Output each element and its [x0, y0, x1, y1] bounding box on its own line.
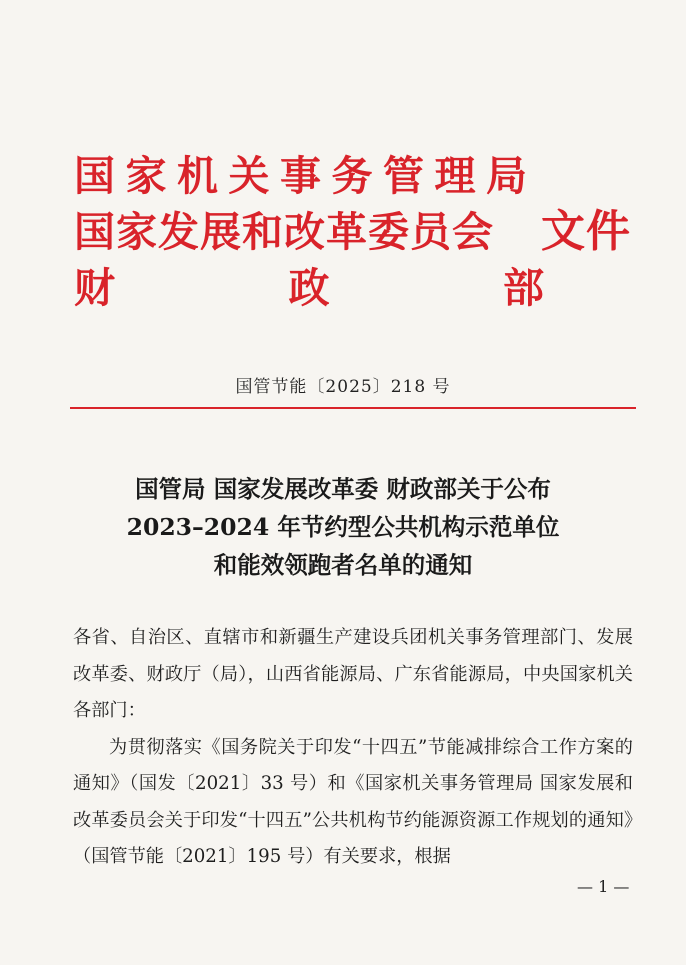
title-line: 2023–2024 年节约型公共机构示范单位 — [126, 513, 560, 541]
page-number: — 1 — — [577, 877, 630, 896]
document-number: 国管节能〔2025〕218 号 — [235, 377, 451, 397]
document-title — [0, 470, 686, 584]
issuer-row — [74, 262, 634, 318]
issuer-row — [74, 206, 634, 262]
document-body — [73, 620, 633, 876]
issuer-char: 部 — [503, 264, 544, 312]
issuer-name — [74, 262, 544, 314]
issuer-header — [74, 150, 634, 318]
issuer-char: 政 — [288, 264, 330, 312]
title-line: 和能效领跑者名单的通知 — [213, 551, 473, 579]
red-divider — [70, 407, 636, 409]
addressee: 各省、自治区、直辖市和新疆生产建设兵团机关事务管理部门、发展改革委、财政厅（局），山西省能源局、广东省能源局，中央国家机关各部门： — [73, 627, 633, 721]
issuer-name: 国家机关事务管理局 — [74, 152, 538, 200]
issuer-name: 国家发展和改革委员会 — [74, 208, 494, 256]
issuer-char: 财 — [74, 264, 115, 312]
document-type-label: 文件 — [541, 206, 631, 257]
title-line: 国管局 国家发展改革委 财政部关于公布 — [135, 475, 551, 503]
issuer-row — [74, 150, 634, 206]
body-paragraph: 为贯彻落实《国务院关于印发“十四五”节能减排综合工作方案的通知》（国发〔2021〕33 号）和《国家机关事务管理局 国家发展和改革委员会关于印发“十四五”公共机构节约能源资源工作规划的通知》（国管节能〔2021〕195 号）有关要求，根据 — [73, 736, 633, 867]
